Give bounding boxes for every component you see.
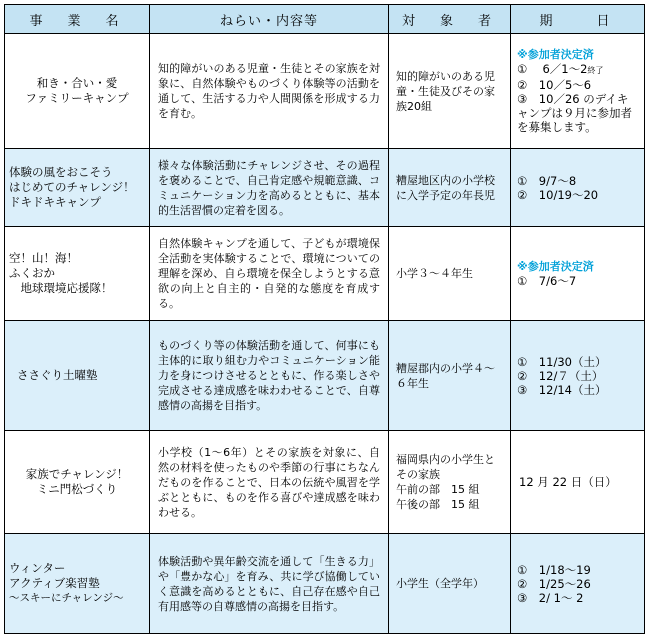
target-cell: 小学生（全学年） <box>389 534 511 634</box>
finished-label: 終了 <box>587 66 604 75</box>
event-name-cell <box>5 534 150 634</box>
target-cell: 糟屋地区内の小学校に入学予定の年長児 <box>389 149 511 227</box>
event-name-cell <box>5 149 150 227</box>
date-item: ② 10/19～20 <box>517 187 599 202</box>
event-name-line: ミニ門松づくり <box>36 482 118 496</box>
header-event-name: 事 業 名 <box>5 5 150 34</box>
date-cell <box>511 227 645 321</box>
header-date: 期 日 <box>511 5 645 34</box>
date-item: ② 1/25～26 <box>517 576 591 591</box>
table-row <box>5 321 645 431</box>
date-item: ② 12/７（土） <box>517 368 604 383</box>
date-item: ② 10／5～6 <box>517 78 592 92</box>
aim-cell: 様々な体験活動にチャレンジさせ、その過程を褒めることで、自己肯定感や規範意識、コミュニケーション力を高めるとともに、基本的生活習慣の定着を図る。 <box>150 149 389 227</box>
date-item: ① 7/6～7 <box>517 273 577 288</box>
date-cell <box>511 534 645 634</box>
events-table <box>4 4 645 634</box>
date-cell <box>511 431 645 534</box>
participants-decided-note: ※参加者決定済 <box>517 48 594 61</box>
date-cell <box>511 34 645 149</box>
date-item: ① 1/18～19 <box>517 562 591 577</box>
event-name-line: 家族でチャレンジ！ <box>25 467 129 481</box>
date-cell <box>511 149 645 227</box>
event-name-line: ウィンター <box>9 561 66 575</box>
target-cell: 知的障がいのある児童・生徒及びその家族20組 <box>389 34 511 149</box>
target-line: 午前の部 15 組 <box>396 483 480 496</box>
date-cell <box>511 321 645 431</box>
aim-cell: 小学校（1～6年）とその家族を対象に、自然の材料を使ったものや季節の行事にちなんだものを作ることで、日本の伝統や風習を学ぶとともに、ものを作る喜びや達成感を味わわせる。 <box>150 431 389 534</box>
date-item: 12 月 22 日（日） <box>519 475 617 489</box>
header-target: 対 象 者 <box>389 5 511 34</box>
aim-cell: ものづくり等の体験活動を通して、何事にも主体的に取り組む力やコミュニケーション能力を身につけさせるとともに、作る楽しさや完成させる達成感を味わわせることで、自尊感情の高揚を目指す。 <box>150 321 389 431</box>
date-item: ③ 10／26 のデイキャンプは９月に参加者を募集します。 <box>517 92 632 134</box>
aim-cell: 知的障がいのある児童・生徒とその家族を対象に、自然体験やものづくり体験等の活動を通して、生活する力や人間関係を形成する力を育む。 <box>150 34 389 149</box>
event-name-line: ファミリーキャンプ <box>25 91 129 105</box>
event-name-line: 体験の風をおこそう <box>9 165 113 179</box>
date-item: ③ 12/14（土） <box>517 382 607 397</box>
table-row <box>5 227 645 321</box>
table-row <box>5 149 645 227</box>
event-name-line: 和き・合い・愛 <box>36 76 118 90</box>
table-row <box>5 34 645 149</box>
event-name-line: 空！山！海！ <box>9 251 78 265</box>
event-name-cell <box>5 227 150 321</box>
target-cell: 小学３～４年生 <box>389 227 511 321</box>
event-name-line: アクティブ楽習塾 <box>9 576 100 590</box>
event-name-cell <box>5 321 150 431</box>
event-name-cell <box>5 431 150 534</box>
header-row <box>5 5 645 34</box>
event-name-line: ドキドキキャンプ <box>9 195 101 209</box>
header-aim: ねらい・内容等 <box>150 5 389 34</box>
aim-cell: 自然体験キャンプを通して、子どもが環境保全活動を実体験することで、環境についての理解を深め、自ら環境を保全しようとする意欲の向上と自主的・自発的な態度を育成する。 <box>150 227 389 321</box>
target-line: 福岡県内の小学生とその家族 <box>396 453 495 481</box>
date-item: ① 11/30（土） <box>517 354 607 369</box>
date-item: ① 6／1～2終了 <box>517 62 604 76</box>
event-name-line: ささぐり土曜塾 <box>17 368 98 382</box>
date-item: ① 9/7～8 <box>517 173 577 188</box>
table-row <box>5 534 645 634</box>
table-row <box>5 431 645 534</box>
target-cell <box>389 431 511 534</box>
event-name-line: ～スキーにチャレンジ～ <box>9 592 124 604</box>
event-name-line: ふくおか <box>9 266 55 280</box>
target-cell: 糟屋郡内の小学４～６年生 <box>389 321 511 431</box>
event-name-line: 地球環境応援隊！ <box>9 281 113 295</box>
date-item: ③ 2/ 1～ 2 <box>517 590 584 605</box>
event-name-line: はじめてのチャレンジ！ <box>9 180 135 194</box>
target-line: 午後の部 15 組 <box>396 498 480 511</box>
aim-cell: 体験活動や異年齢交流を通して「生きる力」や「豊かな心」を育み、共に学び協働していく意識を高めるとともに、自己存在感や自己有用感等の自尊感情の高揚を目指す。 <box>150 534 389 634</box>
event-name-cell <box>5 34 150 149</box>
participants-decided-note: ※参加者決定済 <box>517 259 594 273</box>
